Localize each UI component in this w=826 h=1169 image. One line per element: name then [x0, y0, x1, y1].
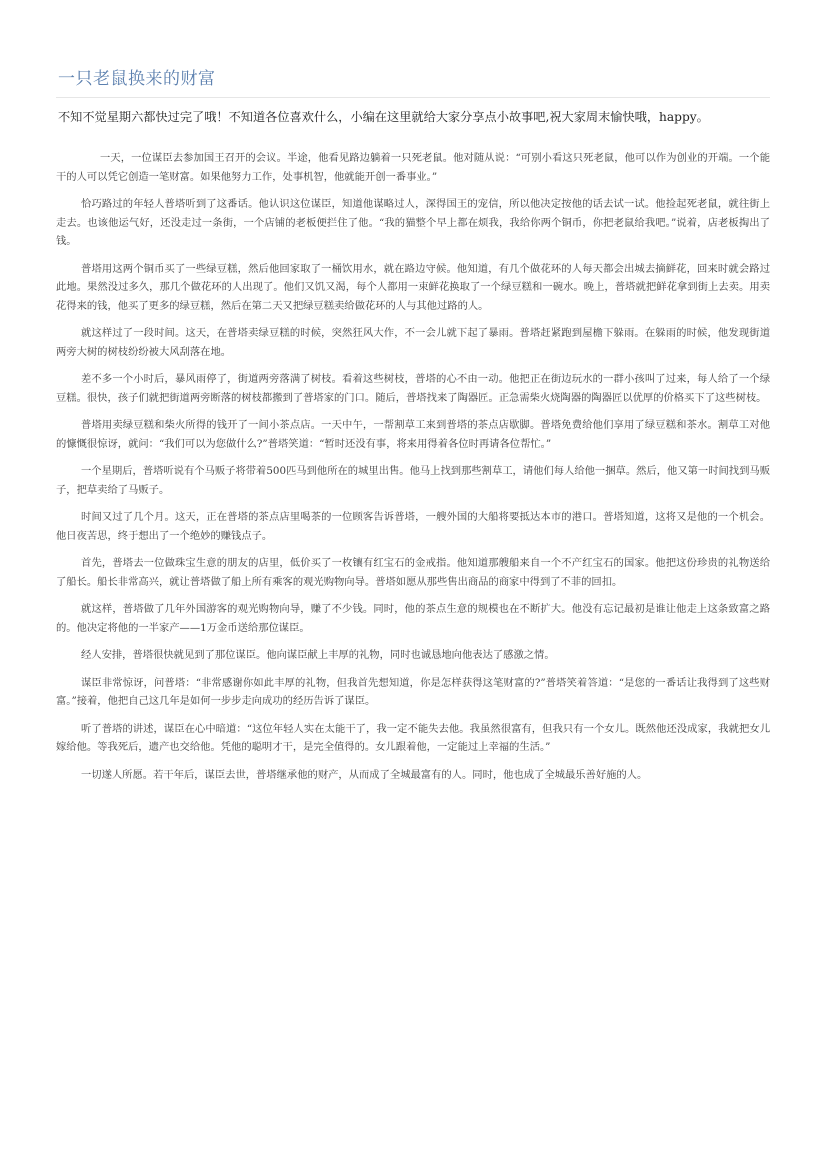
title-divider — [56, 97, 770, 98]
story-paragraph: 就这样，普塔做了几年外国游客的观光购物向导，赚了不少钱。同时，他的茶点生意的规模也在不断扩大。他没有忘记最初是谁让他走上这条致富之路的。他决定将他的一半家产——1万金币送给那位谋臣。 — [56, 603, 770, 634]
story-paragraph: 经人安排，普塔很快就见到了那位谋臣。他向谋臣献上丰厚的礼物，同时也诚恳地向他表达了感激之情。 — [81, 649, 555, 661]
story-paragraph: 首先，普塔去一位做珠宝生意的朋友的店里，低价买了一枚镶有红宝石的金戒指。他知道那艘船来自一个不产红宝石的国家。他把这份珍贵的礼物送给了船长。船长非常高兴，就让普塔做了船上所有乘客的观光购物向导。普塔如愿从那些售出商品的商家中得到了不菲的回扣。 — [56, 557, 770, 588]
story-paragraph: 差不多一个小时后，暴风雨停了，街道两旁落满了树枝。看着这些树枝，普塔的心不由一动。他把正在街边玩水的一群小孩叫了过来，每人给了一个绿豆糕。很快，孩子们就把街道两旁断落的树枝都搬到了普塔家的门口。随后，普塔找来了陶器匠。正急需柴火烧陶器的陶器匠以优厚的价格买下了这些树枝。 — [56, 373, 770, 404]
story-body — [56, 149, 770, 793]
article-intro: 不知不觉星期六都快过完了哦！不知道各位喜欢什么，小编在这里就给大家分享点小故事吧,祝大家周末愉快哦，happy。 — [58, 110, 709, 124]
story-paragraph: 听了普塔的讲述，谋臣在心中暗道：“这位年轻人实在太能干了，我一定不能失去他。我虽然很富有，但我只有一个女儿。既然他还没成家，我就把女儿嫁给他。等我死后，遗产也交给他。凭他的聪明才干，是完全值得的。女儿跟着他，一定能过上幸福的生活。” — [56, 722, 770, 753]
story-paragraph: 时间又过了几个月。这天，正在普塔的茶点店里喝茶的一位顾客告诉普塔，一艘外国的大船将要抵达本市的港口。普塔知道，这将又是他的一个机会。他日夜苦思，终于想出了一个绝妙的赚钱点子。 — [56, 511, 770, 542]
story-paragraph: 就这样过了一段时间。这天，在普塔卖绿豆糕的时候，突然狂风大作，不一会儿就下起了暴雨。普塔赶紧跑到屋檐下躲雨。在躲雨的时候，他发现街道两旁大树的树枝纷纷被大风刮落在地。 — [56, 327, 770, 358]
story-paragraph: 一天，一位谋臣去参加国王召开的会议。半途，他看见路边躺着一只死老鼠。他对随从说：“可别小看这只死老鼠，他可以作为创业的开端。一个能干的人可以凭它创造一笔财富。如果他努力工作，处事机智，他就能开创一番事业。” — [56, 152, 770, 183]
story-paragraph: 恰巧路过的年轻人普塔听到了这番话。他认识这位谋臣，知道他谋略过人，深得国王的宠信，所以他决定按他的话去试一试。他捡起死老鼠，就往街上走去。也该他运气好，还没走过一条街，一个店铺的老板便拦住了他。“我的猫整个早上都在烦我，我给你两个铜币，你把老鼠给我吧。”说着，店老板掏出了钱。 — [56, 198, 770, 247]
story-paragraph: 普塔用卖绿豆糕和柴火所得的钱开了一间小茶点店。一天中午，一帮割草工来到普塔的茶点店歇脚。普塔免费给他们享用了绿豆糕和茶水。割草工对他的慷慨很惊讶，就问：“我们可以为您做什么?”普塔笑道：“暂时还没有事，将来用得着各位时再请各位帮忙。” — [56, 419, 770, 450]
story-paragraph: 谋臣非常惊讶，问普塔：“非常感谢你如此丰厚的礼物，但我首先想知道，你是怎样获得这笔财富的?”普塔笑着答道：“是您的一番话让我得到了这些财富。”接着，他把自己这几年是如何一步步走向成功的经历告诉了谋臣。 — [56, 676, 770, 707]
story-paragraph: 一个星期后，普塔听说有个马贩子将带着500匹马到他所在的城里出售。他马上找到那些割草工，请他们每人给他一捆草。然后，他又第一时间找到马贩子，把草卖给了马贩子。 — [56, 465, 770, 496]
article-title: 一只老鼠换来的财富 — [58, 69, 216, 89]
story-paragraph: 一切遂人所愿。若干年后，谋臣去世，普塔继承他的财产，从而成了全城最富有的人。同时，他也成了全城最乐善好施的人。 — [81, 768, 648, 781]
story-paragraph: 普塔用这两个铜币买了一些绿豆糕，然后他回家取了一桶饮用水，就在路边守候。他知道，有几个做花环的人每天都会出城去摘鲜花，回来时就会路过此地。果然没过多久，那几个做花环的人出现了。他们又饥又渴，每个人都用一束鲜花换取了一个绿豆糕和一碗水。晚上，普塔就把鲜花拿到街上去卖。用卖花得来的钱，他买了更多的绿豆糕，然后在第二天又把绿豆糕卖给做花环的人与其他过路的人。 — [56, 262, 770, 312]
